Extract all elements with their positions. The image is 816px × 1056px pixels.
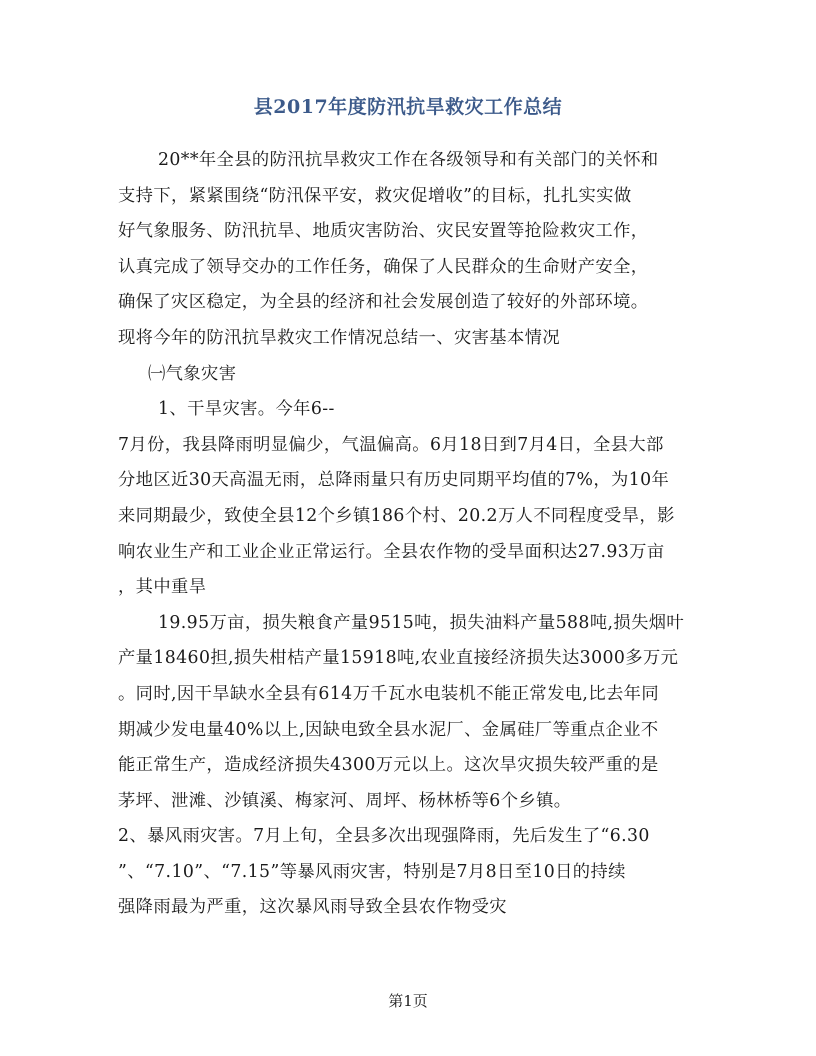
paragraph-line: 认真完成了领导交办的工作任务，确保了人民群众的生命财产安全， — [118, 256, 649, 277]
paragraph-line: 分地区近30天高温无雨，总降雨量只有历史同期平均值的7%，为10年 — [118, 470, 670, 491]
page-number: 第1页 — [388, 992, 428, 1010]
paragraph-line: 。同时,因干旱缺水全县有614万千瓦水电装机不能正常发电,比去年同 — [118, 683, 660, 704]
paragraph-line: 强降雨最为严重，这次暴风雨导致全县农作物受灾 — [118, 897, 507, 918]
paragraph-line: 茅坪、泄滩、沙镇溪、梅家河、周坪、杨林桥等6个乡镇。 — [118, 790, 572, 811]
paragraph-line: 能正常生产，造成经济损失4300万元以上。这次旱灾损失较严重的是 — [118, 755, 659, 776]
paragraph-line: 支持下，紧紧围绕“防汛保平安，救灾促增收”的目标，扎扎实实做 — [118, 185, 632, 206]
section-heading: ㈠气象灾害 — [148, 363, 237, 384]
paragraph-line: 产量18460担,损失柑桔产量15918吨,农业直接经济损失达3000多万元 — [118, 648, 679, 669]
paragraph-line: 确保了灾区稳定，为全县的经济和社会发展创造了较好的外部环境。 — [118, 292, 649, 313]
paragraph-line: 响农业生产和工业企业正常运行。全县农作物的受旱面积达27.93万亩 — [118, 541, 665, 562]
paragraph-line: ，其中重旱 — [118, 577, 207, 598]
paragraph-line: ”、“7.10”、“7.15”等暴风雨灾害，特别是7月8日至10日的持续 — [118, 861, 626, 882]
document-body — [118, 143, 698, 926]
subsection-heading: 1、干旱灾害。今年6-- — [158, 399, 335, 420]
paragraph-line: 好气象服务、防汛抗旱、地质灾害防治、灾民安置等抢险救灾工作， — [118, 221, 649, 242]
paragraph-line: 19.95万亩，损失粮食产量9515吨，损失油料产量588吨,损失烟叶 — [158, 612, 685, 633]
paragraph-line: 期减少发电量40%以上,因缺电致全县水泥厂、金属硅厂等重点企业不 — [118, 719, 659, 740]
paragraph-line: 来同期最少，致使全县12个乡镇186个村、20.2万人不同程度受旱，影 — [118, 505, 675, 526]
document-title: 县2017年度防汛抗旱救灾工作总结 — [253, 96, 563, 118]
paragraph-line: 20**年全县的防汛抗旱救灾工作在各级领导和有关部门的关怀和 — [158, 150, 659, 170]
paragraph-line: 现将今年的防汛抗旱救灾工作情况总结一、灾害基本情况 — [118, 327, 561, 348]
paragraph-line: 7月份，我县降雨明显偏少，气温偏高。6月18日到7月4日，全县大部 — [118, 434, 664, 455]
subsection-heading: 2、暴风雨灾害。7月上旬，全县多次出现强降雨，先后发生了“6.30 — [118, 826, 650, 847]
